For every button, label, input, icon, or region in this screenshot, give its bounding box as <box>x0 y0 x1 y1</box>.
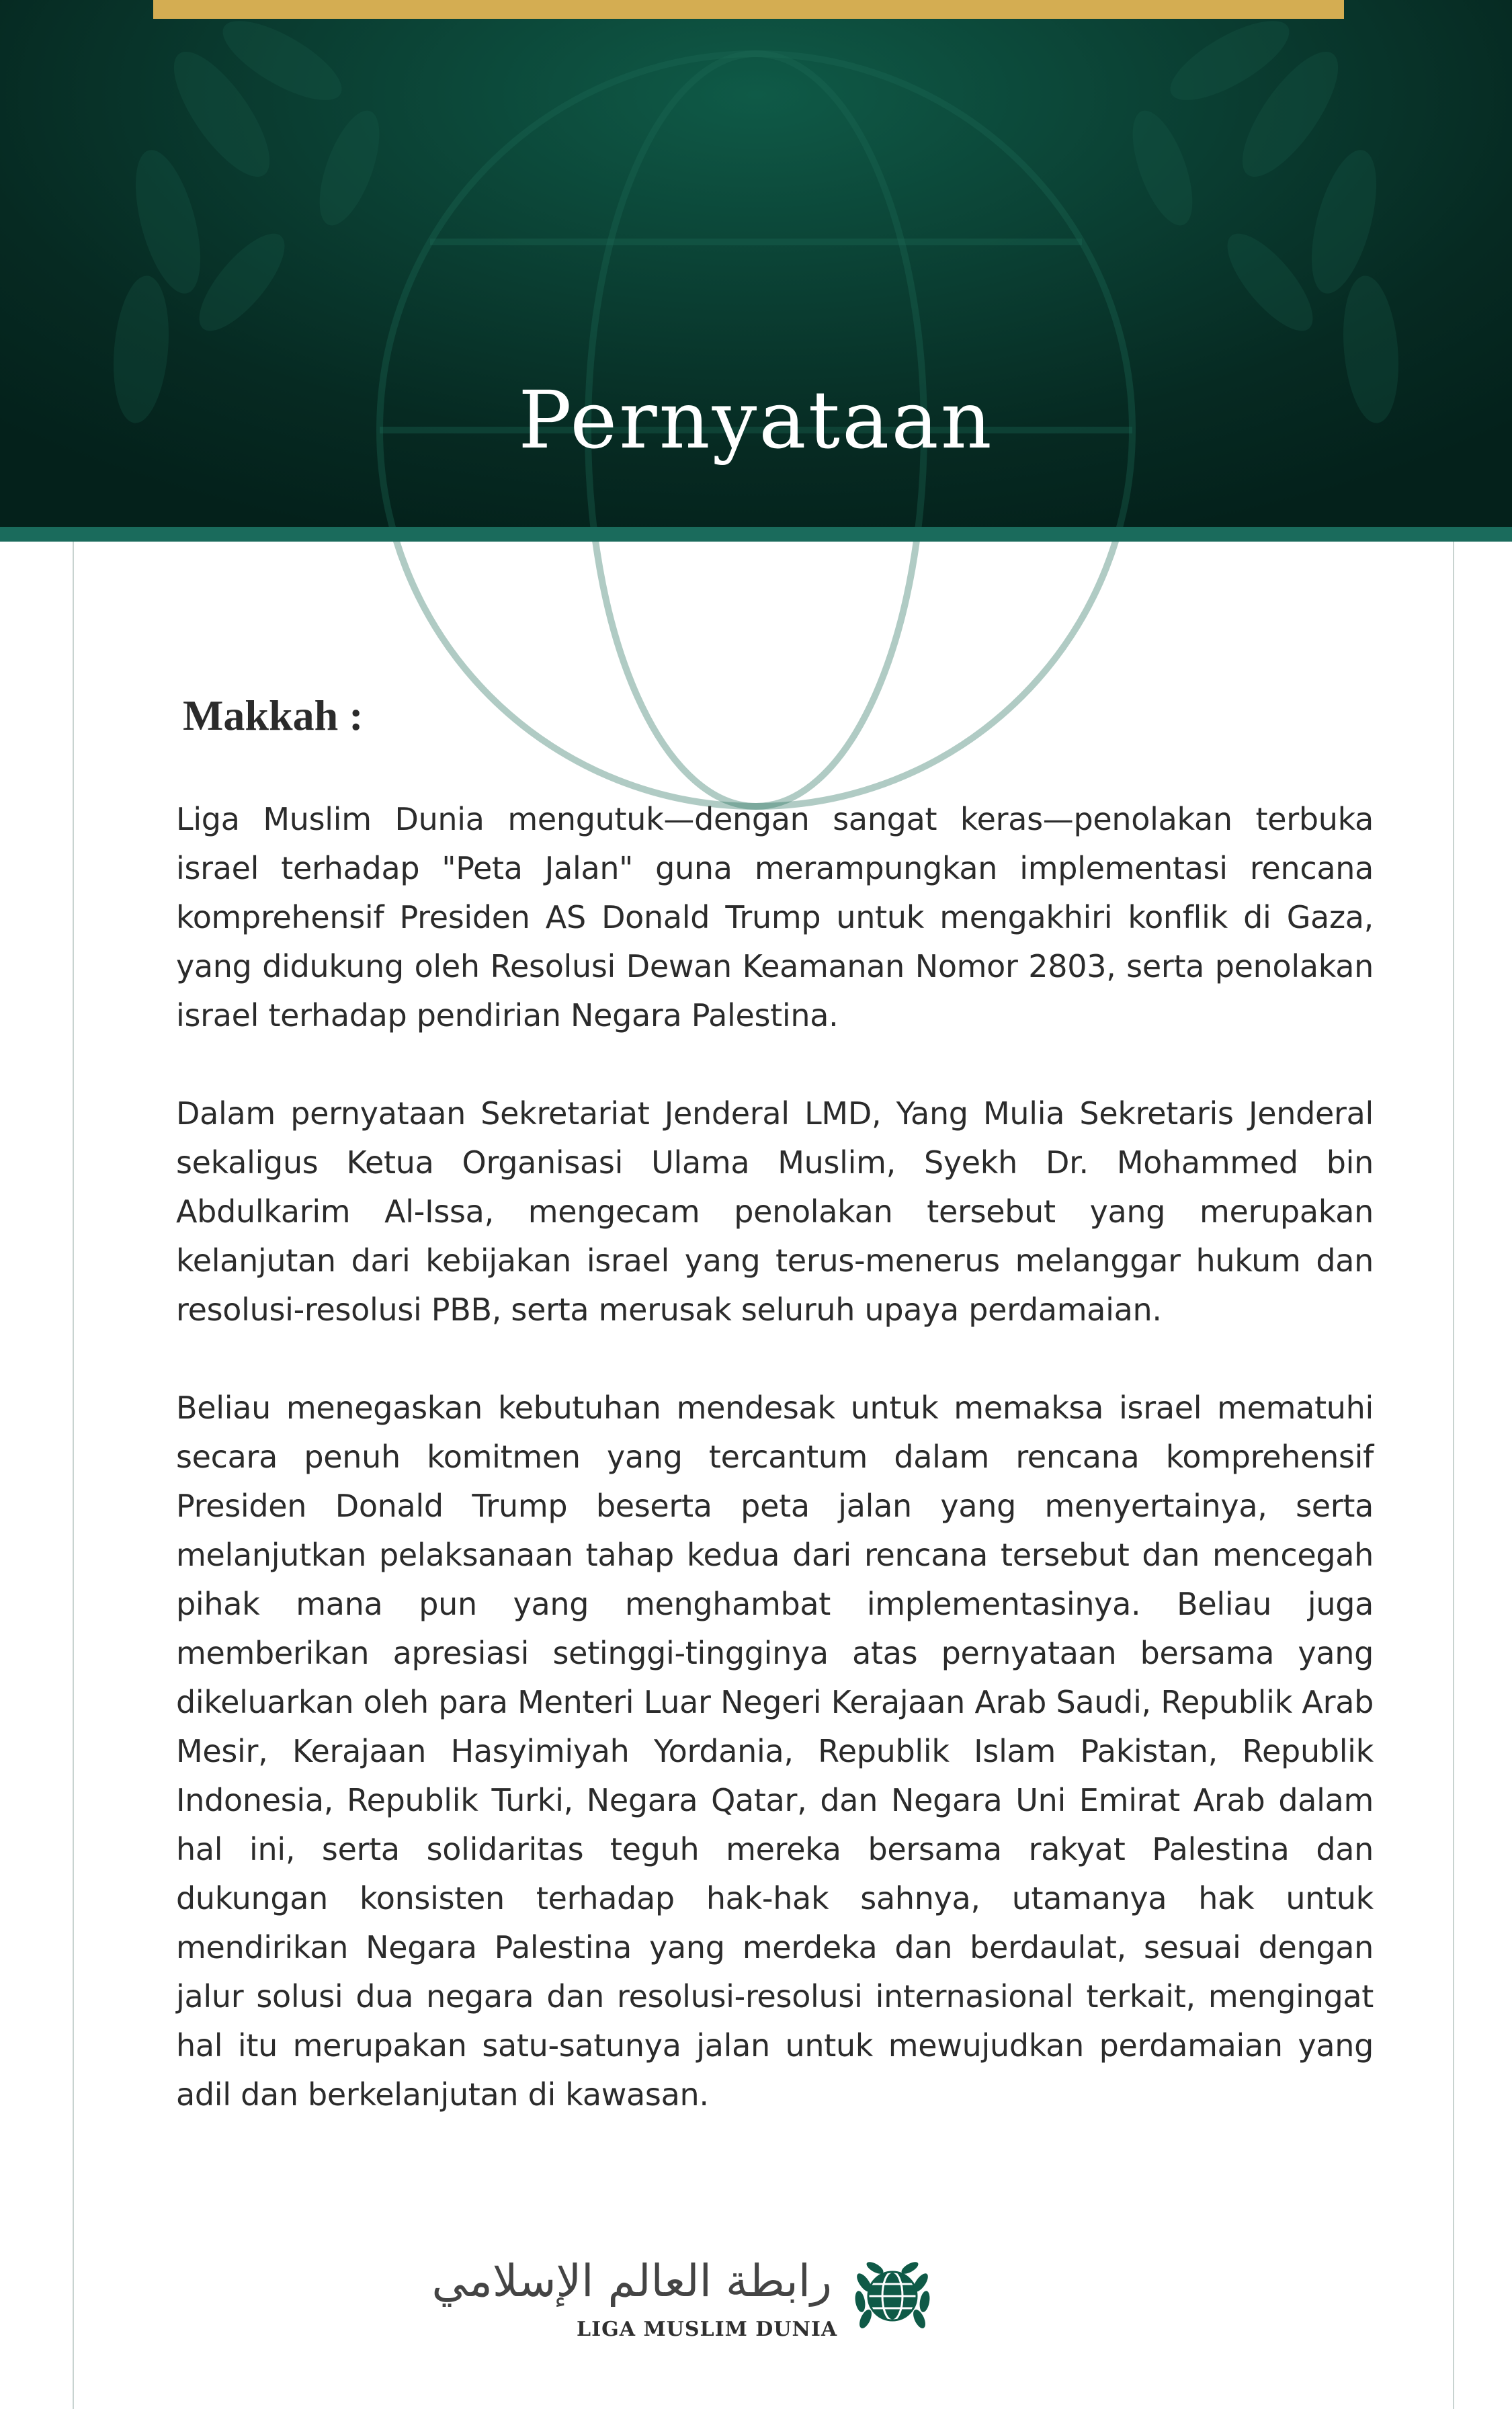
globe-wreath-icon <box>845 2248 939 2342</box>
paragraph-3: Beliau menegaskan kebutuhan mendesak untuk memaksa israel mematuhi secara penuh komitmen yang tercantum dalam rencana komprehensif Presiden Donald Trump beserta peta jalan yang menyertainya, serta melanjutkan pelaksanaan tahap kedua dari rencana tersebut dan mencegah pihak mana pun yang menghambat implementasinya. Beliau juga memberikan apresiasi setinggi-tingginya atas pernyataan bersama yang dikeluarkan oleh para Menteri Luar Negeri Kerajaan Arab Saudi, Republik Arab Mesir, Kerajaan Hasyimiyah Yordania, Republik Islam Pakistan, Republik Indonesia, Republik Turki, Negara Qatar, dan Negara Uni Emirat Arab dalam hal ini, serta solidaritas teguh mereka bersama rakyat Palestina dan dukungan konsisten terhadap hak-hak sahnya, utamanya hak untuk mendirikan Negara Palestina yang merdeka dan berdaulat, sesuai dengan jalur solusi dua negara dan resolusi-resolusi internasional terkait, mengingat hal itu merupakan satu-satunya jalan untuk mewujudkan perdamaian yang adil dan berkelanjutan di kawasan. <box>176 1390 1374 2113</box>
teal-divider-band <box>0 527 1512 542</box>
dateline-location: Makkah : <box>183 691 364 739</box>
paragraph-1: Liga Muslim Dunia mengutuk—dengan sangat keras—penolakan terbuka israel terhadap "Peta Jalan" guna merampungkan implementasi rencana komprehensif Presiden AS Donald Trump untuk mengakhiri konflik di Gaza, yang didukung oleh Resolusi Dewan Keamanan Nomor 2803, serta penolakan israel terhadap pendirian Negara Palestina. <box>176 801 1374 1033</box>
logo-arabic-wordmark: رابطة العالم الإسلامي <box>431 2255 832 2307</box>
paragraph-2: Dalam pernyataan Sekretariat Jenderal LMD, Yang Mulia Sekretaris Jenderal sekaligus Ketua Organisasi Ulama Muslim, Syekh Dr. Mohammed bin Abdulkarim Al-Issa, mengecam penolakan tersebut yang merupakan kelanjutan dari kebijakan israel yang terus-menerus melanggar hukum dan resolusi-resolusi PBB, serta merusak seluruh upaya perdamaian. <box>176 1095 1374 1328</box>
logo-latin-wordmark: LIGA MUSLIM DUNIA <box>577 2318 838 2341</box>
right-frame-line <box>1453 542 1454 2409</box>
header-banner <box>0 0 1512 527</box>
left-frame-line <box>73 542 74 2409</box>
page-title: Pernyataan <box>518 374 994 466</box>
statement-body <box>176 795 1374 2168</box>
organization-logo <box>431 2248 939 2349</box>
gold-top-bar <box>153 0 1344 19</box>
